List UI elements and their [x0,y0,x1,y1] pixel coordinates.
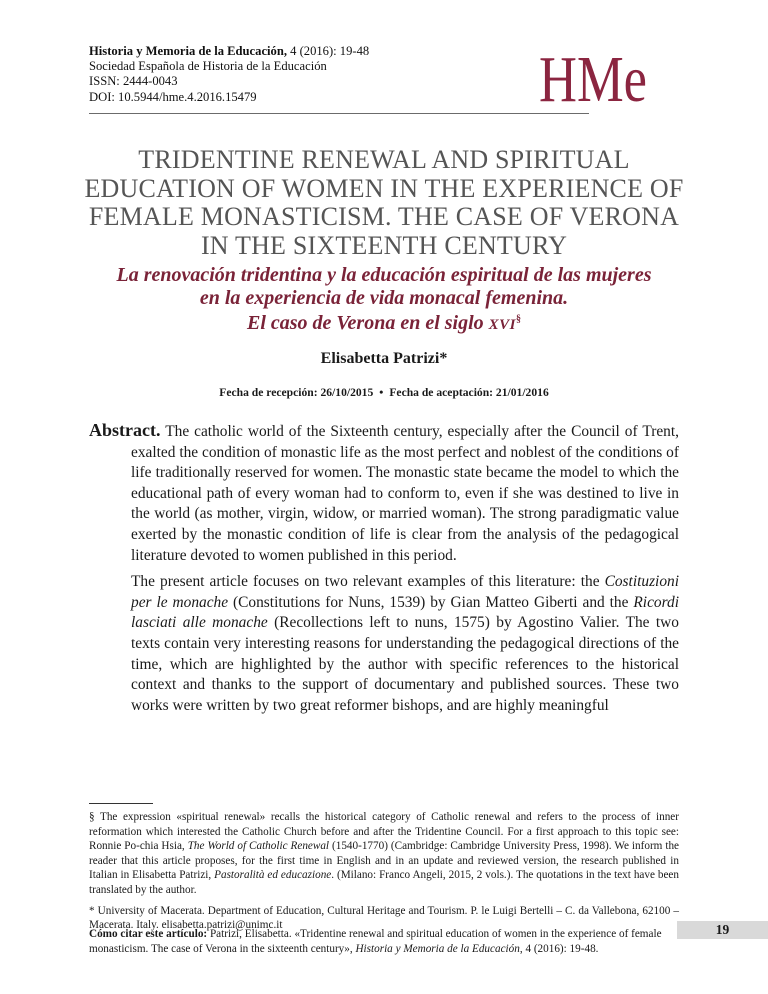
subtitle-line [60,309,708,337]
abstract-paragraph [89,572,679,716]
title-line: FEMALE MONASTICISM. THE CASE OF VERONA [88,202,680,232]
abstract-text: The present article focuses on two relevant examples of this literature: the [131,573,605,591]
received-date: Fecha de recepción: 26/10/2015 [219,386,374,399]
subtitle-line: en la experiencia de vida monacal femenina. [199,286,569,309]
journal-citation-line [89,44,369,59]
footnote-mark: § [516,314,522,326]
work-title: Ricordi lasciati alle monache [131,593,679,632]
cite-text: , 4 (2016): 19-48. [519,943,599,955]
title-line: IN THE SIXTEENTH CENTURY [200,230,568,260]
society-name: Sociedad Española de Historia de la Educación [89,59,327,74]
author-name: Elisabetta Patrizi* [320,350,448,367]
accepted-date: Fecha de aceptación: 21/01/2016 [389,386,549,399]
article-title [60,146,708,260]
subtitle-line-text: El caso de Verona en el siglo [246,312,489,335]
title-line: TRIDENTINE RENEWAL AND SPIRITUAL [138,145,630,174]
subtitle-line: La renovación tridentina y la educación espiritual de las mujeres [116,264,652,286]
page-number: 19 [677,921,768,939]
author-affiliation: * University of Macerata. Department of Education, Cultural Heritage and Tourism. P. le Luigi Bertelli – C. da Vallebona, 62100 – Macerata. Italy. elisabetta.patrizi@unimc.it [89,904,679,932]
work-title: The World of Catholic Renewal [187,840,330,853]
abstract-text: (Recollections left to nuns, 1575) by Agostino Valier. The two texts contain very interesting reasons for understanding the pedagogical directions of the time, which are highlighted by the author with specific references to the historical context and thanks to the support of documentary and published sources. These two works were written by two great reformer bishops, and are highly meaningful [131,614,679,714]
spanish-title [60,264,708,337]
submission-dates [0,386,768,399]
abstract-label: Abstract. [89,420,161,440]
footnote-mark: § [89,811,95,823]
work-title: Costituzioni per le monache [131,573,679,611]
abstract-text: The catholic world of the Sixteenth century, especially after the Council of Trent, exalted the condition of monastic life as the most perfect and noblest of the conditions of life traditionally reserved for women. The monastic state became the model to which the educational path of every woman had to conform to, even if she was destined to live in the world (as mother, virgin, widow, or married woman). The strong paradigmatic value exerted by the monastic condition of life is clear from the analysis of the pedagogical literature devoted to women published in this period. [131,423,679,564]
footnote-text: . (Milano: Franco Angeli, 2015, 2 vols.). The quotations in the text have been translated by the author. [89,869,679,896]
hme-logo-icon [539,43,649,116]
abstract [89,420,679,716]
century-numeral: XVI [488,317,517,334]
cite-label: Cómo citar este artículo: [89,928,208,940]
footnote [89,810,679,898]
footnote-text: The expression «spiritual renewal» recalls the historical category of Catholic renewal and refers to the process of inner reformation which interested the Catholic Church before and after the Tridentine Council. For a first approach to this topic see: Ronnie Po-chia Hsia, [89,811,679,853]
title-line: EDUCATION OF WOMEN IN THE EXPERIENCE OF [84,173,684,203]
work-title: Pastoralità ed educazione [214,869,332,882]
doi: DOI: 10.5944/hme.4.2016.15479 [89,89,257,104]
svg-text:HMe: HMe [539,43,647,116]
how-to-cite [89,927,679,957]
abstract-text: (Constitutions for Nuns, 1539) by Gian Matteo Giberti and the [228,593,634,611]
cite-text: Patrizi, Elisabetta. «Tridentine renewal and spiritual education of women in the experience of female monasticism. The case of Verona in the sixteenth century», [89,928,662,955]
footnote-text: (1540-1770) (Cambridge: Cambridge University Press, 1998). We inform the reader that this article proposes, for the first time in English and in an update and reviewed version, the research published in Italian in Elisabetta Patrizi, [89,840,679,882]
header-divider [89,113,589,114]
footnote-divider [89,803,153,804]
journal-header [89,44,369,105]
footnotes [89,810,679,933]
abstract-paragraph [89,420,679,566]
issn: ISSN: 2444-0043 [89,74,178,89]
date-separator: • [379,386,384,399]
journal-name: Historia y Memoria de la Educación, [89,44,287,58]
journal-title: Historia y Memoria de la Educación [355,943,520,955]
journal-issue: 4 (2016): 19-48 [286,44,370,58]
